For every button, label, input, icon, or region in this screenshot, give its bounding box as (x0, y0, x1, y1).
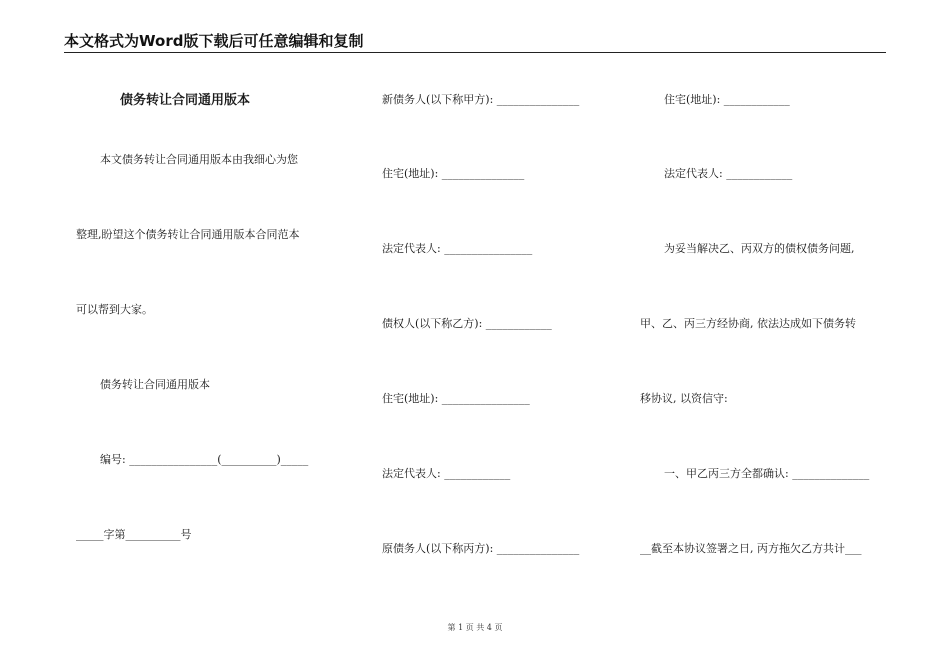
intro-line-3: 可以帮到大家。 (76, 303, 153, 316)
legal-rep-line-a: 法定代表人: ________________ (382, 242, 533, 255)
address-line-b: 住宅(地址): ________________ (382, 392, 530, 405)
address-line-a: 住宅(地址): _______________ (382, 167, 525, 180)
clause-1-line-2: __截至本协议签署之日, 丙方拖欠乙方共计___ (640, 542, 862, 555)
page-number: 第 1 页 共 4 页 (447, 623, 503, 632)
purpose-line-1: 为妥当解决乙、丙双方的债权债务问题, (664, 242, 855, 255)
original-debtor-line: 原债务人(以下称丙方): _______________ (382, 542, 580, 555)
number-suffix-line: _____字第__________号 (76, 528, 192, 541)
address-line-c: 住宅(地址): ____________ (664, 93, 790, 106)
number-line: 编号: ________________(__________)_____ (100, 453, 309, 466)
intro-line-1: 本文债务转让合同通用版本由我细心为您 (100, 153, 298, 166)
clause-1-line-1: 一、甲乙丙三方全都确认: ______________ (664, 467, 870, 480)
legal-rep-line-c: 法定代表人: ____________ (664, 167, 793, 180)
subtitle-line: 债务转让合同通用版本 (100, 378, 210, 391)
new-debtor-line: 新债务人(以下称甲方): _______________ (382, 93, 580, 106)
document-header: 本文格式为Word版下载后可任意编辑和复制 (64, 32, 364, 50)
creditor-line: 债权人(以下称乙方): ____________ (382, 317, 552, 330)
purpose-line-2: 甲、乙、丙三方经协商, 依法达成如下债务转 (640, 317, 856, 330)
purpose-line-3: 移协议, 以资信守: (640, 392, 728, 405)
contract-title: 债务转让合同通用版本 (120, 93, 251, 108)
intro-line-2: 整理,盼望这个债务转让合同通用版本合同范本 (76, 228, 300, 241)
header-rule (64, 52, 886, 53)
legal-rep-line-b: 法定代表人: ____________ (382, 467, 511, 480)
